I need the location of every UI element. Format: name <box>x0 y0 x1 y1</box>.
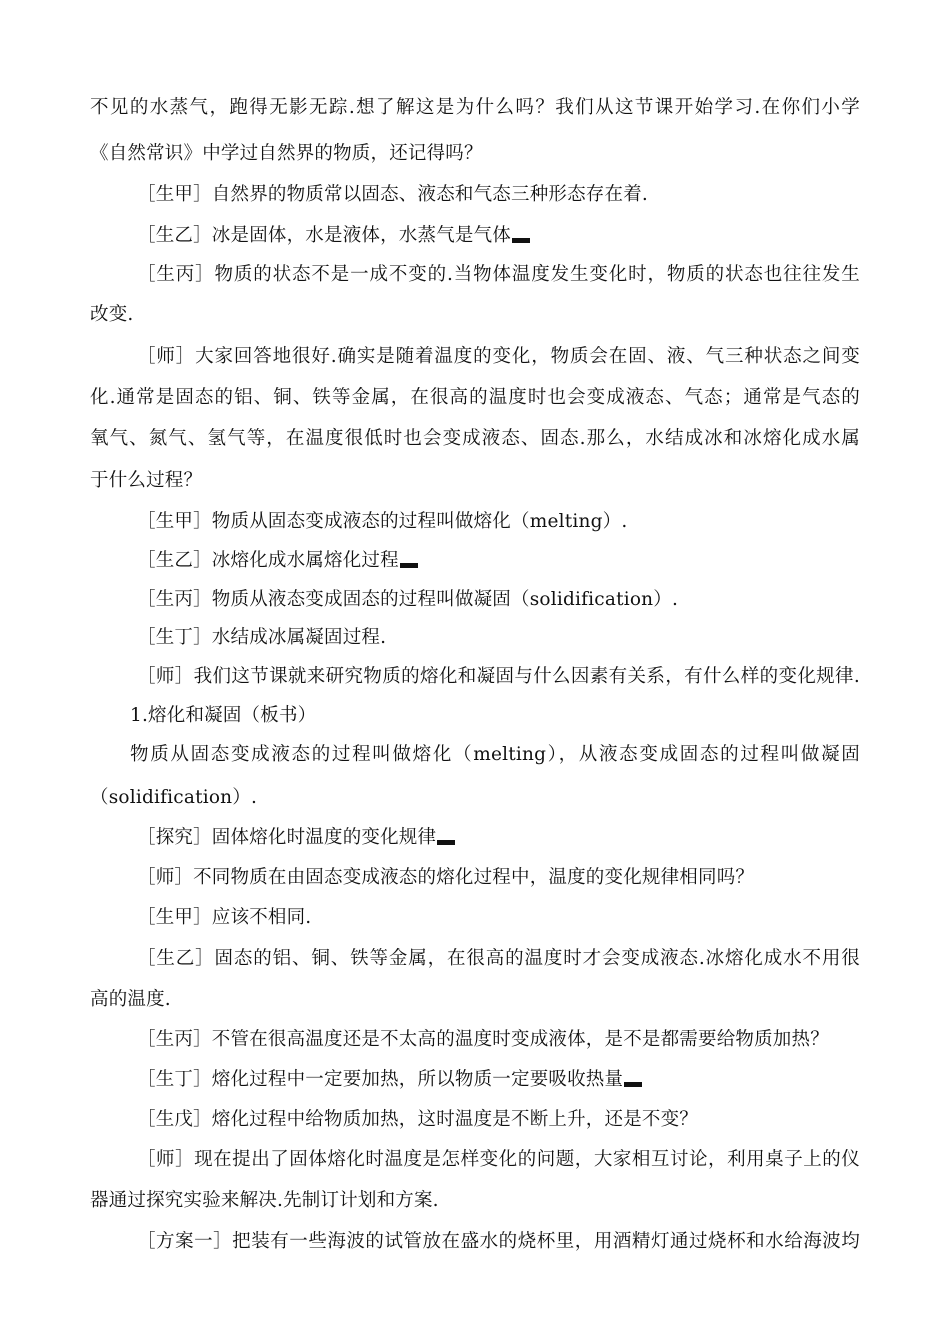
ellipsis-mark <box>400 563 418 568</box>
dialogue-line: ［生乙］冰是固体，水是液体，水蒸气是气体 <box>137 223 530 249</box>
dialogue-line: ［师］现在提出了固体熔化时温度是怎样变化的问题，大家相互讨论，利用桌子上的仪 <box>137 1149 860 1170</box>
paragraph-line: 化.通常是固态的铝、铜、铁等金属，在很高的温度时也会变成液态、气态；通常是气态的 <box>90 387 860 408</box>
dialogue-line: ［生甲］物质从固态变成液态的过程叫做熔化（melting）. <box>137 511 628 532</box>
paragraph-line: 氧气、氮气、氢气等，在温度很低时也会变成液态、固态.那么，水结成冰和冰熔化成水属 <box>90 428 860 449</box>
section-heading: 1.熔化和凝固（板书） <box>130 705 317 726</box>
paragraph-line: 高的温度. <box>90 989 171 1010</box>
dialogue-line: ［生甲］自然界的物质常以固态、液态和气态三种形态存在着. <box>137 184 648 205</box>
dialogue-line: ［生戊］熔化过程中给物质加热，这时温度是不断上升，还是不变？ <box>137 1109 699 1130</box>
dialogue-line: ［生丙］不管在很高温度还是不太高的温度时变成液体，是不是都需要给物质加热？ <box>137 1029 829 1050</box>
paragraph-line: （solidification）. <box>90 787 258 808</box>
paragraph-line: 不见的水蒸气，跑得无影无踪.想了解这是为什么吗？我们从这节课开始学习.在你们小学 <box>90 97 860 118</box>
dialogue-line: ［师］我们这节课就来研究物质的熔化和凝固与什么因素有关系，有什么样的变化规律. <box>137 666 860 687</box>
dialogue-line: ［生丙］物质的状态不是一成不变的.当物体温度发生变化时，物质的状态也往往发生 <box>137 264 860 285</box>
paragraph-line: 改变. <box>90 304 134 325</box>
dialogue-line: ［方案一］把装有一些海波的试管放在盛水的烧杯里，用酒精灯通过烧杯和水给海波均 <box>137 1231 860 1252</box>
paragraph-line: 于什么过程？ <box>90 470 203 491</box>
ellipsis-mark <box>512 238 530 243</box>
dialogue-line: ［师］大家回答地很好.确实是随着温度的变化，物质会在固、液、气三种状态之间变 <box>137 346 860 367</box>
paragraph-line: 器通过探究实验来解决.先制订计划和方案. <box>90 1190 439 1211</box>
ellipsis-mark <box>624 1082 642 1087</box>
ellipsis-mark <box>437 840 455 845</box>
dialogue-line: ［生乙］冰熔化成水属熔化过程 <box>137 548 418 574</box>
dialogue-line: ［生乙］固态的铝、铜、铁等金属，在很高的温度时才会变成液态.冰熔化成水不用很 <box>137 948 860 969</box>
paragraph-line: 物质从固态变成液态的过程叫做熔化（melting），从液态变成固态的过程叫做凝固 <box>130 744 860 765</box>
dialogue-line: ［生甲］应该不相同. <box>137 907 312 928</box>
dialogue-line: ［探究］固体熔化时温度的变化规律 <box>137 825 455 851</box>
dialogue-line: ［师］不同物质在由固态变成液态的熔化过程中，温度的变化规律相同吗？ <box>137 867 755 888</box>
dialogue-line: ［生丁］熔化过程中一定要加热，所以物质一定要吸收热量 <box>137 1067 642 1093</box>
dialogue-line: ［生丙］物质从液态变成固态的过程叫做凝固（solidification）. <box>137 589 679 610</box>
paragraph-line: 《自然常识》中学过自然界的物质，还记得吗？ <box>90 143 483 164</box>
dialogue-line: ［生丁］水结成冰属凝固过程. <box>137 627 387 648</box>
